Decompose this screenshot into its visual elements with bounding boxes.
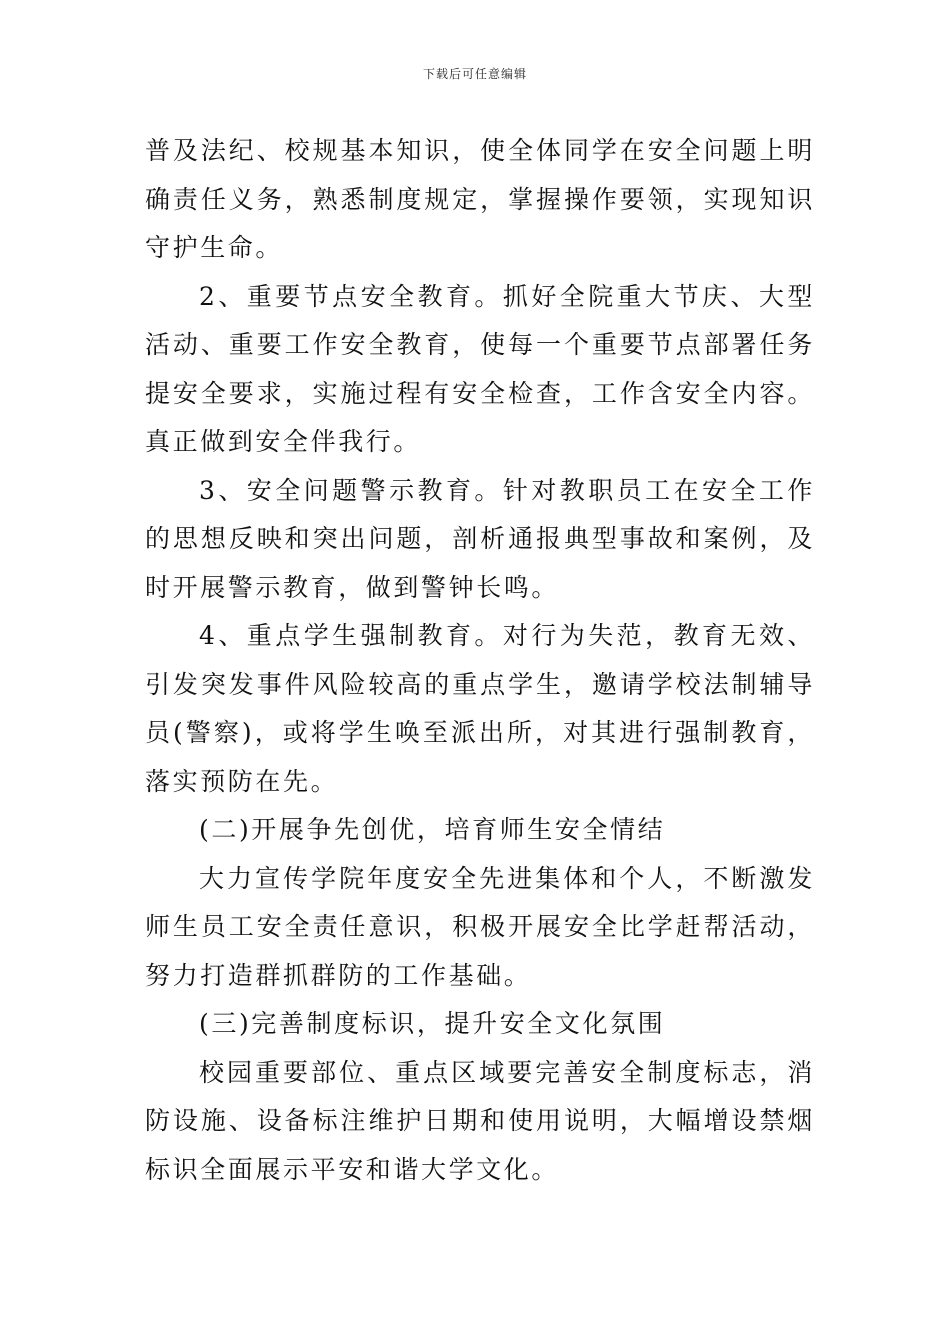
document-body <box>145 127 815 1194</box>
paragraph-2: 2、重要节点安全教育。抓好全院重大节庆、大型活动、重要工作安全教育，使每一个重要节点部署任务提安全要求，实施过程有安全检查，工作含安全内容。真正做到安全伴我行。 <box>145 281 815 456</box>
paragraph-6: 校园重要部位、重点区域要完善安全制度标志，消防设施、设备标注维护日期和使用说明，大幅增设禁烟标识全面展示平安和谐大学文化。 <box>145 1057 815 1184</box>
paragraph-5: 大力宣传学院年度安全先进集体和个人，不断激发师生员工安全责任意识，积极开展安全比学赶帮活动，努力打造群抓群防的工作基础。 <box>145 863 815 990</box>
section-heading-3: (三)完善制度标识，提升安全文化氛围 <box>199 1009 666 1038</box>
paragraph-3: 3、安全问题警示教育。针对教职员工在安全工作的思想反映和突出问题，剖析通报典型事故和案例，及时开展警示教育，做到警钟长鸣。 <box>145 475 815 602</box>
paragraph-1: 普及法纪、校规基本知识，使全体同学在安全问题上明确责任义务，熟悉制度规定，掌握操作要领，实现知识守护生命。 <box>145 136 815 262</box>
paragraph-4: 4、重点学生强制教育。对行为失范，教育无效、引发突发事件风险较高的重点学生，邀请学校法制辅导员(警察)，或将学生唤至派出所，对其进行强制教育，落实预防在先。 <box>145 621 815 796</box>
section-heading-2: (二)开展争先创优，培育师生安全情结 <box>199 815 666 844</box>
page-header: 下载后可任意编辑 <box>422 67 527 81</box>
